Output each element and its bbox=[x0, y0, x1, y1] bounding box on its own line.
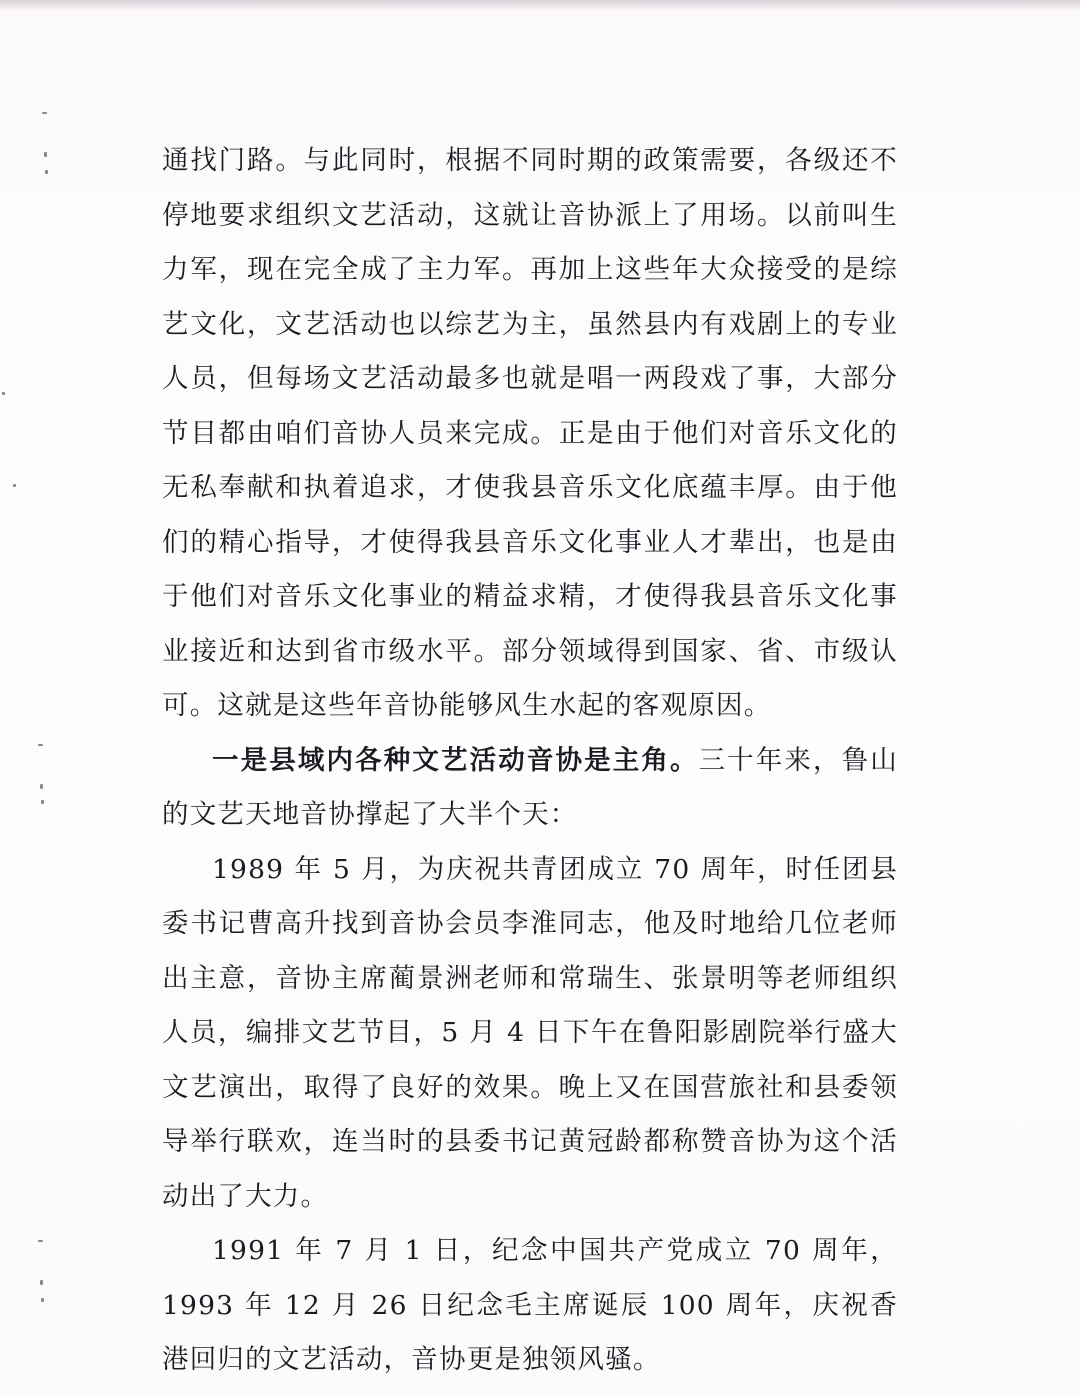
scan-speck bbox=[40, 784, 43, 789]
paragraph-2-text: 三十年来，鲁山的文艺天地音协撑起了大半个天： bbox=[162, 744, 898, 830]
paragraph-2 bbox=[162, 734, 898, 843]
scan-speck bbox=[45, 170, 48, 174]
paragraph-3-text: 1989 年 5 月，为庆祝共青团成立 70 周年，时任团县委书记曹高升找到音协会员李淮同志，他及时地给几位老师出主意，音协主席蔺景洲老师和常瑞生、张景明等老师组织人员，编排文艺节目，5 月 4 日下午在鲁阳影剧院举行盛大文艺演出，取得了良好的效果。晚上又在国营旅社和县委领导举行联欢，连当时的县委书记黄冠龄都称赞音协为这个活动出了大力。 bbox=[162, 853, 898, 1212]
paragraph-1-text: 通找门路。与此同时，根据不同时期的政策需要，各级还不停地要求组织文艺活动，这就让音协派上了用场。以前叫生力军，现在完全成了主力军。再加上这些年大众接受的是综艺文化，文艺活动也以综艺为主，虽然县内有戏剧上的专业人员，但每场文艺活动最多也就是唱一两段戏了事，大部分节目都由咱们音协人员来完成。正是由于他们对音乐文化的无私奉献和执着追求，才使我县音乐文化底蕴丰厚。由于他们的精心指导，才使得我县音乐文化事业人才辈出，也是由于他们对音乐文化事业的精益求精，才使得我县音乐文化事业接近和达到省市级水平。部分领域得到国家、省、市级认可。这就是这些年音协能够风生水起的客观原因。 bbox=[162, 145, 898, 721]
scan-speck bbox=[38, 1240, 43, 1242]
scan-speck bbox=[44, 152, 47, 157]
scan-speck bbox=[2, 392, 5, 395]
scan-speck bbox=[38, 744, 43, 746]
paragraph-1 bbox=[162, 134, 898, 734]
scan-speck bbox=[42, 112, 47, 114]
scan-speck bbox=[13, 484, 16, 487]
paragraph-3 bbox=[162, 843, 898, 1225]
body-text bbox=[162, 134, 898, 1388]
scan-speck bbox=[40, 1280, 43, 1285]
paragraph-4 bbox=[162, 1224, 898, 1388]
scan-speck bbox=[41, 1298, 44, 1302]
scan-speck bbox=[41, 800, 44, 804]
scan-top-edge bbox=[0, 0, 1080, 10]
paragraph-2-bold-heading: 一是县域内各种文艺活动音协是主角。 bbox=[212, 744, 699, 776]
paragraph-4-text: 1991 年 7 月 1 日，纪念中国共产党成立 70 周年，1993 年 12 月 26 日纪念毛主席诞辰 100 周年，庆祝香港回归的文艺活动，音协更是独领风骚。 bbox=[162, 1235, 898, 1375]
